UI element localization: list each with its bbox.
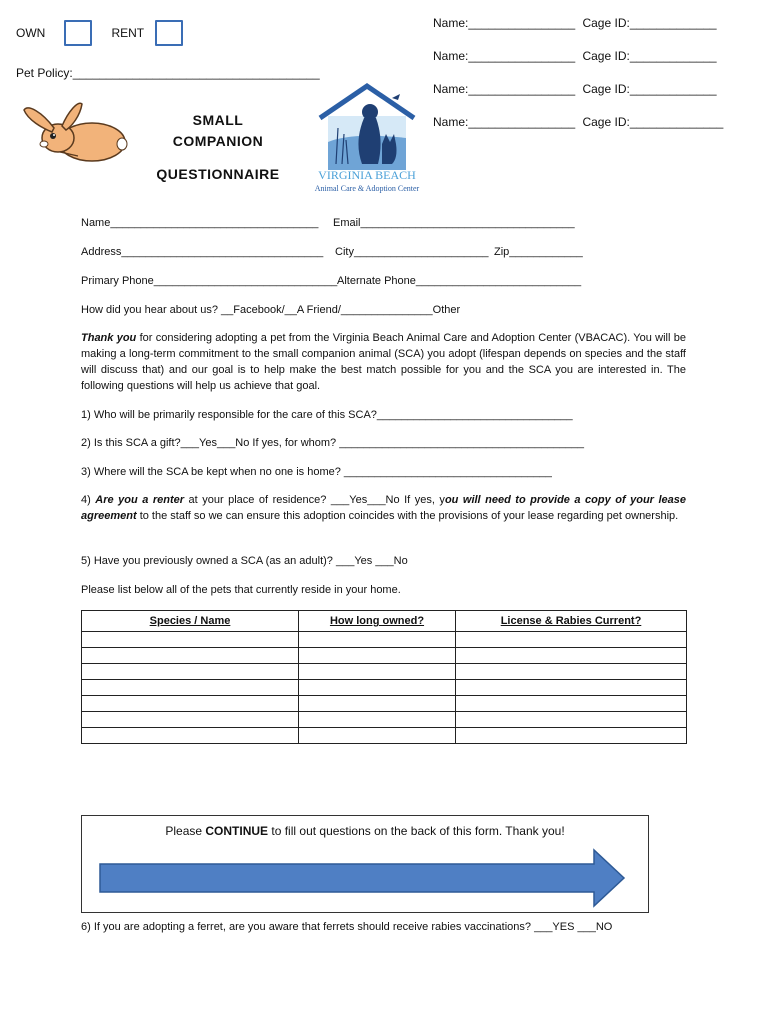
cage-id-field[interactable]: Cage ID:_____________ — [582, 49, 717, 63]
hear-about-us-field[interactable]: How did you hear about us? __Facebook/__A Friend/_______________Other — [81, 304, 461, 316]
table-cell[interactable] — [82, 712, 299, 728]
own-label: OWN — [16, 26, 46, 40]
cage-id-field[interactable]: Cage ID:_____________ — [582, 82, 717, 96]
table-cell[interactable] — [82, 632, 299, 648]
table-cell[interactable] — [82, 680, 299, 696]
continue-post: to fill out questions on the back of this form. Thank you! — [268, 824, 565, 838]
list-pets-instruction: Please list below all of the pets that currently reside in your home. — [81, 584, 401, 596]
continue-pre: Please — [165, 824, 206, 838]
cage-line[interactable] — [433, 115, 723, 129]
continue-message — [82, 824, 648, 838]
table-cell[interactable] — [82, 728, 299, 744]
cage-id-field[interactable]: Cage ID:_____________ — [582, 16, 717, 30]
house-pets-icon — [312, 82, 422, 170]
table-row — [82, 696, 687, 712]
cage-name-field[interactable]: Name:________________ — [433, 115, 576, 129]
question-3[interactable]: 3) Where will the SCA be kept when no one is home? __________________________________ — [81, 466, 552, 478]
email-field[interactable]: Email___________________________________ — [333, 217, 575, 229]
question-4-renter: Are you a renter — [95, 494, 185, 506]
city-field[interactable]: City______________________ — [335, 246, 489, 258]
alternate-phone-field[interactable]: Alternate Phone___________________________ — [337, 275, 582, 287]
arrow-right-icon — [98, 848, 628, 912]
own-checkbox[interactable] — [64, 20, 92, 46]
primary-phone-field[interactable]: Primary Phone______________________________ — [81, 275, 338, 287]
table-cell[interactable] — [456, 664, 687, 680]
question-2[interactable]: 2) Is this SCA a gift?___Yes___No If yes, for whom? ________________________________________ — [81, 437, 584, 449]
column-header-how-long: How long owned? — [299, 611, 456, 632]
table-cell[interactable] — [456, 632, 687, 648]
title-line-1: SMALL — [192, 112, 244, 128]
table-row — [82, 680, 687, 696]
logo-text-1: VIRGINIA BEACH — [318, 168, 416, 182]
thank-you-text: Thank you — [81, 332, 137, 344]
rent-checkbox[interactable] — [155, 20, 183, 46]
ownership-row — [16, 20, 183, 46]
intro-paragraph — [81, 330, 686, 394]
logo-text-2: Animal Care & Adoption Center — [314, 184, 420, 193]
continue-bold: CONTINUE — [205, 824, 269, 838]
table-cell[interactable] — [456, 728, 687, 744]
question-4-mid: at your place of residence? ___Yes___No If yes, y — [184, 494, 445, 506]
cage-name-field[interactable]: Name:________________ — [433, 49, 576, 63]
table-cell[interactable] — [299, 680, 456, 696]
table-cell[interactable] — [299, 648, 456, 664]
table-cell[interactable] — [82, 664, 299, 680]
cage-name-field[interactable]: Name:________________ — [433, 16, 576, 30]
table-cell[interactable] — [82, 648, 299, 664]
table-cell[interactable] — [456, 648, 687, 664]
title-line-2: COMPANION — [172, 133, 264, 149]
zip-field[interactable]: Zip____________ — [494, 246, 583, 258]
question-6[interactable]: 6) If you are adopting a ferret, are you aware that ferrets should receive rabies vaccinations? ___YES ___NO — [81, 921, 613, 933]
question-5[interactable]: 5) Have you previously owned a SCA (as an adult)? ___Yes ___No — [81, 555, 408, 567]
cage-id-field[interactable]: Cage ID:______________ — [582, 115, 724, 129]
title-line-3: QUESTIONNAIRE — [156, 166, 280, 182]
vbacac-logo — [312, 82, 422, 202]
cage-line[interactable] — [433, 49, 717, 63]
table-cell[interactable] — [456, 680, 687, 696]
continue-box — [81, 815, 649, 913]
table-cell[interactable] — [456, 696, 687, 712]
table-row — [82, 664, 687, 680]
table-row — [82, 712, 687, 728]
table-cell[interactable] — [299, 632, 456, 648]
column-header-species: Species / Name — [82, 611, 299, 632]
column-header-license: License & Rabies Current? — [456, 611, 687, 632]
table-row — [82, 632, 687, 648]
table-header-row — [82, 611, 687, 632]
table-cell[interactable] — [299, 664, 456, 680]
pets-table — [81, 610, 687, 744]
rabbit-icon — [20, 98, 128, 164]
table-cell[interactable] — [299, 696, 456, 712]
name-field[interactable]: Name__________________________________ — [81, 217, 319, 229]
table-row — [82, 648, 687, 664]
question-4-suffix: to the staff so we can ensure this adoption coincides with the provisions of your lease regarding pet ownership. — [136, 510, 679, 522]
rent-label: RENT — [111, 26, 145, 40]
question-4-prefix: 4) — [81, 494, 96, 506]
form-title — [150, 112, 286, 149]
pet-policy-field[interactable]: Pet Policy:_____________________________________ — [16, 66, 320, 80]
question-4-lease: ou will need to provide a copy of your lease agreement — [81, 494, 686, 522]
cage-line[interactable] — [433, 16, 717, 30]
cage-line[interactable] — [433, 82, 717, 96]
question-1[interactable]: 1) Who will be primarily responsible for the care of this SCA?________________________________ — [81, 409, 573, 421]
table-cell[interactable] — [299, 728, 456, 744]
question-4[interactable] — [81, 492, 686, 524]
address-field[interactable]: Address_________________________________ — [81, 246, 324, 258]
table-cell[interactable] — [456, 712, 687, 728]
cage-name-field[interactable]: Name:________________ — [433, 82, 576, 96]
table-row — [82, 728, 687, 744]
intro-text: for considering adopting a pet from the Virginia Beach Animal Care and Adoption Center (VBACAC). You will be making a long-term commitment to the small companion animal (SCA) you adopt (lifespan depends on species and the staff will discuss that) and our goal is to help make the best match possible for you and the SCA you are interested in. The following questions will help us achieve that goal. — [81, 332, 686, 392]
table-cell[interactable] — [299, 712, 456, 728]
table-cell[interactable] — [82, 696, 299, 712]
